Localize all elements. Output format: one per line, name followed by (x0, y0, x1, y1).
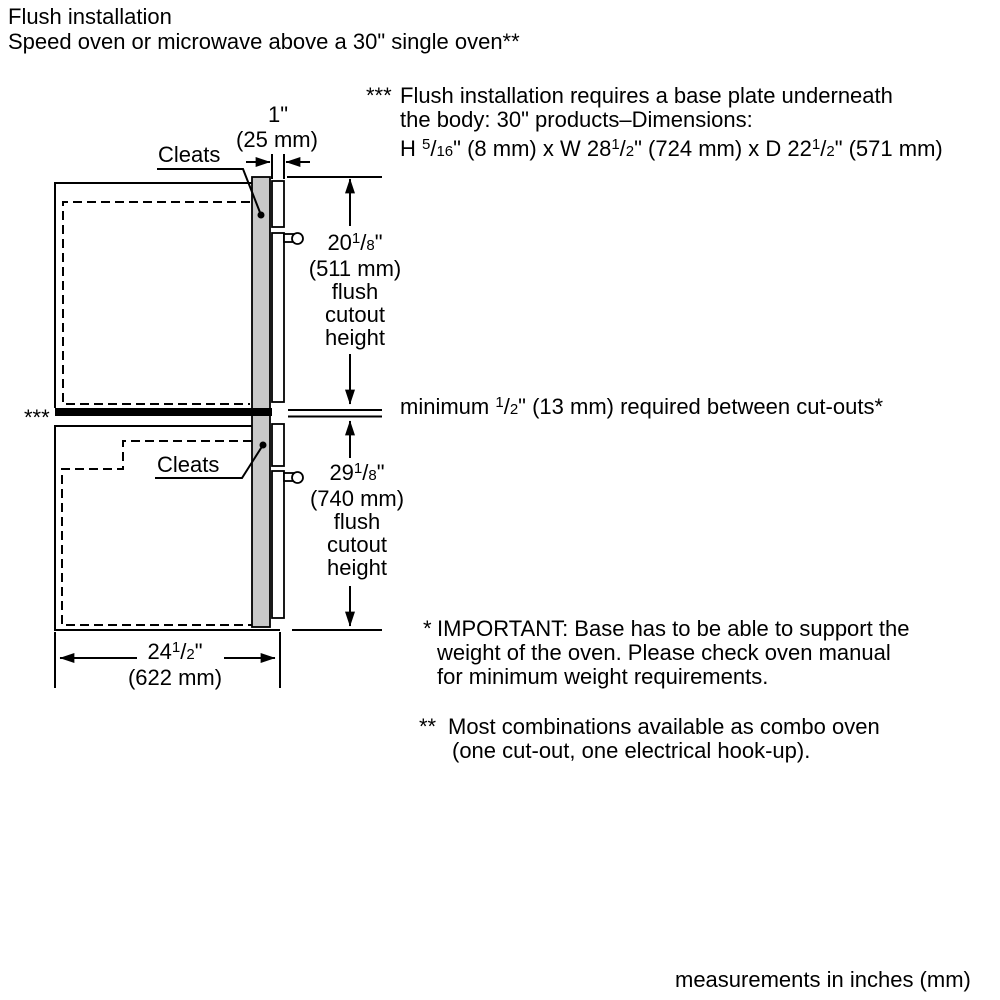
cleat-panel-bar (252, 177, 270, 627)
lower-oven-control-panel (272, 424, 284, 466)
upper-cutout-dim-desc3: height (325, 325, 385, 350)
important-note-line3: for minimum weight requirements. (437, 664, 769, 689)
dim-w-numerator: 1 (611, 136, 620, 153)
top-dim-inches-label: 1" (267, 102, 289, 127)
dim-h-numerator: 5 (422, 136, 431, 153)
dim-unit: " (194, 639, 203, 664)
fraction-slash: / (820, 136, 827, 161)
lower-cutout-dim-label (302, 461, 412, 579)
minimum-gap-lines (288, 410, 382, 417)
fraction-slash: / (362, 460, 369, 485)
dim-h-rest: " (8 mm) x W 28 (453, 136, 612, 161)
divider-marker: *** (24, 405, 50, 430)
upper-cutout-dim-desc1: flush (331, 279, 379, 304)
base-plate-note-line2: the body: 30" products–Dimensions: (400, 107, 753, 132)
dim-d-numerator: 1 (811, 136, 821, 153)
dim-d-rest: " (571 mm) (834, 136, 943, 161)
upper-cleats-label: Cleats (158, 142, 221, 167)
important-note-line2: weight of the oven. Please check oven manual (437, 640, 891, 665)
upper-cleats-leader-dot (258, 212, 265, 219)
lower-cleats-leader-dot (260, 442, 267, 449)
dim-numerator: 1 (171, 639, 181, 656)
upper-cutout-dim-desc2: cutout (325, 302, 385, 327)
dim-whole: 20 (327, 230, 352, 255)
fraction-slash: / (430, 136, 437, 161)
lower-cutout-dim-desc1: flush (333, 509, 381, 534)
fraction-slash: / (360, 230, 367, 255)
min-gap-numerator: 1 (495, 394, 504, 411)
dim-whole: 29 (329, 460, 354, 485)
upper-oven-door (272, 233, 284, 402)
upper-cutout-dim-label (300, 231, 410, 349)
dim-w-denominator: 2 (625, 143, 635, 160)
min-gap-rest: " (13 mm) required between cut-outs* (518, 394, 884, 419)
combo-note-line2: (one cut-out, one electrical hook-up). (452, 738, 811, 763)
min-gap-denominator: 2 (509, 401, 519, 418)
page-subtitle: Speed oven or microwave above a 30" single oven** (8, 29, 520, 54)
upper-cutout-dim-mm: (511 mm) (308, 256, 402, 281)
lower-oven-front (272, 424, 303, 618)
top-dim-mm-label: (25 mm) (236, 127, 318, 152)
upper-oven-front (272, 181, 303, 402)
lower-cutout-dim-inches (302, 461, 412, 487)
dim-whole: 24 (147, 639, 172, 664)
dim-h-prefix: H (400, 136, 422, 161)
min-gap-prefix: minimum (400, 394, 496, 419)
important-note-line1: IMPORTANT: Base has to be able to support the (437, 616, 910, 641)
upper-cutout-dim-inches (300, 231, 410, 257)
minimum-gap-note (400, 395, 883, 422)
upper-cleats-pointer (157, 169, 265, 219)
upper-cabinet-outline (55, 183, 252, 408)
top-dimension-lines (246, 154, 310, 179)
units-footnote: measurements in inches (mm) (675, 967, 971, 992)
lower-cutout-dim-mm: (740 mm) (309, 486, 405, 511)
page-title: Flush installation (8, 4, 172, 29)
width-dim-mm: (622 mm) (127, 665, 223, 690)
important-note-marker: * (423, 616, 432, 641)
lower-cleats-label: Cleats (157, 452, 220, 477)
cleat-panel (252, 177, 270, 627)
dim-denominator: 8 (366, 237, 375, 254)
dim-denominator: 2 (186, 646, 195, 663)
lower-cutout-dim-desc2: cutout (327, 532, 387, 557)
dim-d-denominator: 2 (826, 143, 835, 160)
dim-unit: " (374, 230, 383, 255)
upper-cutout-dashed-outline (63, 202, 250, 404)
base-plate-note-line1: Flush installation requires a base plate underneath (400, 83, 893, 108)
combo-note-line1: Most combinations available as combo oven (448, 714, 880, 739)
dim-denominator: 8 (368, 467, 377, 484)
lower-oven-door (272, 471, 284, 618)
fraction-slash: / (619, 136, 626, 161)
dim-numerator: 1 (351, 230, 361, 247)
upper-cleats-leader-line (157, 169, 261, 215)
width-dim-label (119, 640, 231, 689)
dim-numerator: 1 (353, 460, 363, 477)
width-dim-inches (119, 640, 231, 666)
fraction-slash: / (180, 639, 187, 664)
dim-unit: " (376, 460, 385, 485)
divider-bar (55, 408, 272, 416)
upper-cabinet (55, 183, 252, 408)
lower-cutout-dim-desc3: height (327, 555, 387, 580)
fraction-slash: / (503, 394, 510, 419)
base-plate-note-marker: *** (366, 83, 392, 108)
dim-w-rest: " (724 mm) x D 22 (634, 136, 812, 161)
dim-h-denominator: 16 (436, 143, 454, 160)
combo-note-marker: ** (419, 714, 437, 739)
base-plate-note-dimensions (400, 137, 943, 164)
upper-oven-control-panel (272, 181, 284, 227)
